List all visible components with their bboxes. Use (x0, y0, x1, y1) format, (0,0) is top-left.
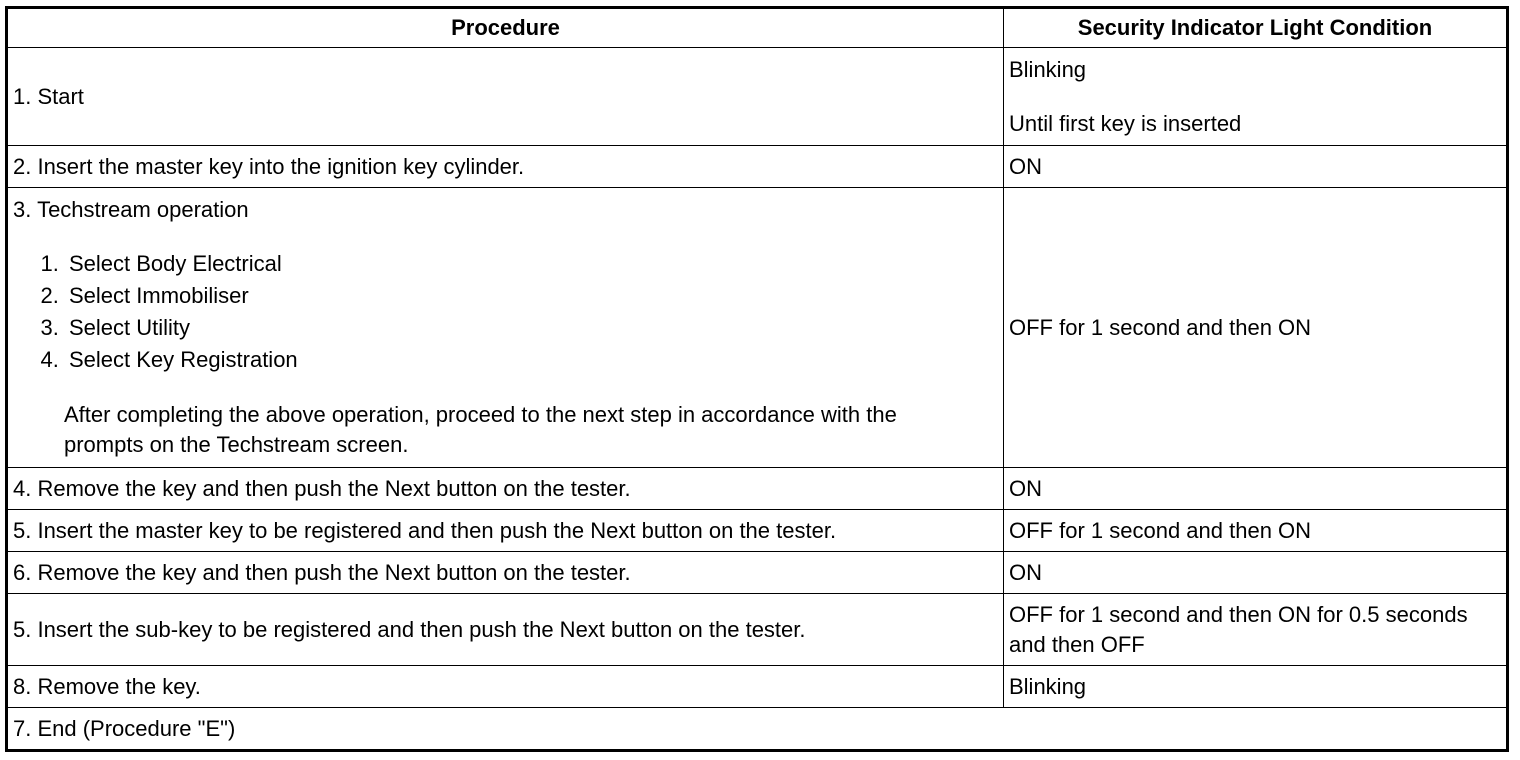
condition-cell: OFF for 1 second and then ON for 0.5 seconds and then OFF (1004, 594, 1508, 666)
table-row (7, 48, 1508, 146)
condition-cell: ON (1004, 468, 1508, 510)
condition-cell: OFF for 1 second and then ON (1004, 188, 1508, 468)
table-row (7, 188, 1508, 468)
table-header-row (7, 8, 1508, 48)
key-registration-procedure-table (5, 6, 1509, 752)
substep-item: 1. Select Body Electrical (65, 248, 998, 280)
procedure-cell: 2. Insert the master key into the ignition key cylinder. (7, 146, 1004, 188)
procedure-cell: 5. Insert the sub-key to be registered and then push the Next button on the tester. (7, 594, 1004, 666)
condition-text: Blinking (1009, 56, 1087, 82)
condition-column-header: Security Indicator Light Condition (1004, 8, 1508, 48)
procedure-cell: 6. Remove the key and then push the Next button on the tester. (7, 552, 1004, 594)
table-row (7, 552, 1508, 594)
substep-item: 4. Select Key Registration (65, 344, 998, 376)
procedure-cell: 5. Insert the master key to be registered and then push the Next button on the tester. (7, 510, 1004, 552)
procedure-end-cell: 7. End (Procedure "E") (7, 708, 1508, 751)
condition-cell (1004, 48, 1508, 146)
substep-item: 2. Select Immobiliser (65, 280, 998, 312)
table-row (7, 146, 1508, 188)
table-row (7, 708, 1508, 751)
condition-cell: ON (1004, 146, 1508, 188)
procedure-step-title: 3. Techstream operation (13, 196, 249, 222)
substep-item: 3. Select Utility (65, 312, 998, 344)
condition-cell: Blinking (1004, 666, 1508, 708)
techstream-substeps-list (13, 248, 998, 376)
condition-cell: OFF for 1 second and then ON (1004, 510, 1508, 552)
procedure-cell: 1. Start (7, 48, 1004, 146)
condition-cell: ON (1004, 552, 1508, 594)
procedure-note: After completing the above operation, proceed to the next step in accordance with the prompts on the Techstream screen. (64, 402, 897, 458)
procedure-cell: 8. Remove the key. (7, 666, 1004, 708)
condition-note: Until first key is inserted (1009, 110, 1242, 136)
table-row (7, 510, 1508, 552)
procedure-cell: 4. Remove the key and then push the Next button on the tester. (7, 468, 1004, 510)
table-row (7, 666, 1508, 708)
procedure-column-header: Procedure (7, 8, 1004, 48)
table-row (7, 468, 1508, 510)
table-row (7, 594, 1508, 666)
procedure-cell (7, 188, 1004, 468)
